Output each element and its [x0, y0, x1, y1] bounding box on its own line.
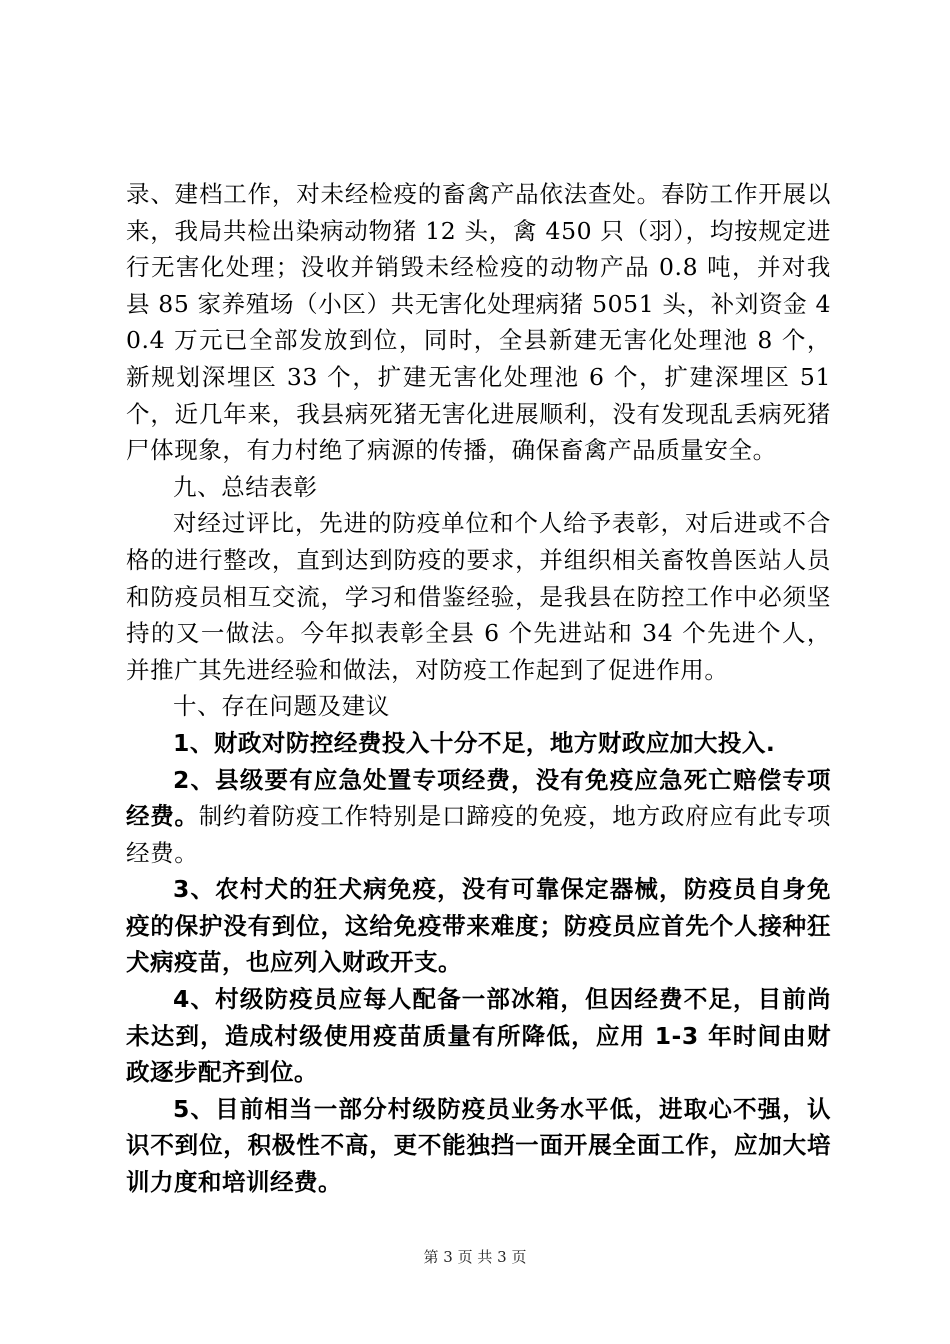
suggestion-item-2-tail: 制约着防疫工作特别是口蹄疫的免疫，地方政府应有此专项经费。 — [126, 802, 831, 867]
suggestion-item-3: 3、农村犬的狂犬病免疫，没有可靠保定器械，防疫员自身免疫的保护没有到位，这给免疫带来难度；防疫员应首先个人接种狂犬病疫苗，也应列入财政开支。 — [126, 875, 831, 977]
section-heading-problems-suggestions: 十、存在问题及建议 — [173, 692, 390, 721]
suggestion-item-2-lead: 2、县级要有应急处置专项经费，没有免疫应急死亡赔偿专项经费。 — [126, 765, 831, 831]
page-footer: 第 3 页 共 3 页 — [423, 1248, 527, 1266]
suggestion-item-4: 4、村级防疫员应每人配备一部冰箱，但因经费不足，目前尚未达到，造成村级使用疫苗质量有所降低，应用 1-3 年时间由财政逐步配齐到位。 — [126, 985, 831, 1087]
suggestion-item-1: 1、财政对防控经费投入十分不足，地方财政应加大投入. — [173, 728, 776, 757]
paragraph-commendation: 对经过评比，先进的防疫单位和个人给予表彰，对后进或不合格的进行整改，直到达到防疫的要求，并组织相关畜牧兽医站人员和防疫员相互交流，学习和借鉴经验，是我县在防控工作中必须坚持的又一做法。今年拟表彰全县 6 个先进站和 34 个先进个人，并推广其先进经验和做法，对防疫工作起到了促进作用。 — [126, 509, 831, 684]
document-body — [126, 176, 831, 1201]
section-heading-summary-commendation: 九、总结表彰 — [173, 472, 318, 501]
suggestion-item-2 — [126, 762, 831, 872]
suggestion-item-5: 5、目前相当一部分村级防疫员业务水平低，进取心不强，认识不到位，积极性不高，更不能独挡一面开展全面工作，应加大培训力度和培训经费。 — [126, 1094, 831, 1197]
paragraph-harmless-treatment: 录、建档工作，对未经检疫的畜禽产品依法查处。春防工作开展以来，我局共检出染病动物猪 12 头，禽 450 只（羽），均按规定进行无害化处理；没收并销毁未经检疫的动物产品 0.8 吨，并对我县 85 家养殖场（小区）共无害化处理病猪 5051 头，补刘资金 40.4 万元已全部发放到位，同时，全县新建无害化处理池 8 个，新规划深埋区 33 个，扩建无害化处理池 6 个，扩建深埋区 51 个，近几年来，我县病死猪无害化进展顺利，没有发现乱丢病死猪尸体现象，有力村绝了病源的传播，确保畜禽产品质量安全。 — [126, 180, 831, 465]
